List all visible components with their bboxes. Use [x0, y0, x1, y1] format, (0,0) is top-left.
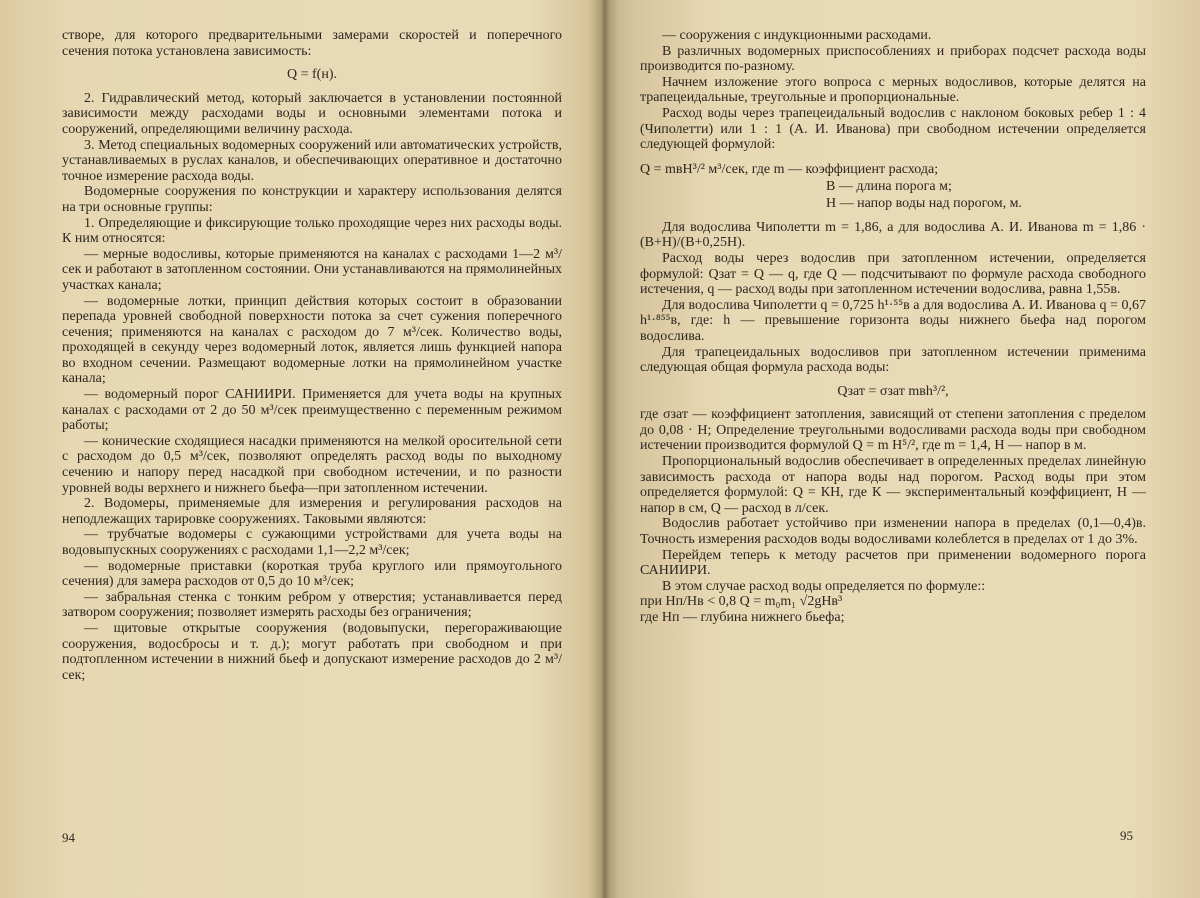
left-paragraph-7: — водомерные лотки, принцип действия которых состоит в образовании перепада уровней свободной поверхности потока за счет сужения поперечного сечения; применяются на каналах с расходом до 7 м³/сек. Количество воды, проходящей в секунду через водомерный лоток, является лишь функцией напора во входном сечении. Размещают водомерные лотки на прямолинейном участке канала; [62, 293, 562, 387]
left-paragraph-14: — щитовые открытые сооружения (водовыпуски, перегораживающие сооружения, водосбросы и т. д.); могут работать при свободном и при подтопленном истечении в нижний бьеф и допускают измерение расходов до 2 м³/сек; [62, 620, 562, 683]
left-paragraph-6: — мерные водосливы, которые применяются на каналах с расходами 1—2 м³/сек и работают в затопленном состоянии. Они устанавливаются на прямолинейных участках канала; [62, 246, 562, 293]
left-paragraph-11: — трубчатые водомеры с сужающими устройствами для учета воды на водовыпускных сооружениях с расходами 1,1—2,2 м³/сек; [62, 527, 562, 558]
right-paragraph-12: Перейдем теперь к методу расчетов при применении водомерного порога САНИИРИ. [640, 547, 1146, 579]
right-paragraph-2: В различных водомерных приспособлениях и приборах подсчет расхода воды производится по-разному. [640, 43, 1146, 75]
right-paragraph-8: Для трапецеидальных водосливов при затопленном истечении применима следующая общая формула расхода воды: [640, 344, 1146, 376]
right-paragraph-13: В этом случае расход воды определяется по формуле:: [662, 578, 986, 594]
right-paragraph-3: Начнем изложение этого вопроса с мерных водосливов, которые делятся на трапецеидальные, треугольные и пропорциональные. [640, 74, 1146, 106]
right-paragraph-7: Для водослива Чиполетти q = 0,725 h¹·⁵⁵в а для водослива А. И. Иванова q = 0,67 h¹·⁸⁵⁵в, где: h — превышение горизонта воды нижнего бьефа над порогом водослива. [640, 297, 1146, 344]
left-page-number: 94 [62, 830, 75, 845]
right-page-number: 95 [1120, 828, 1133, 843]
left-paragraph-13: — забральная стенка с тонким ребром у отверстия; устанавливается перед затвором сооружения; позволяет измерять расходы без ограничения; [62, 589, 562, 621]
left-paragraph-1: створе, для которого предварительными замерами скоростей и поперечного сечения потока установлена зависимость: [62, 28, 562, 59]
formula-line-1: Q = mвH³/² м³/сек, где m — коэффициент расхода; [640, 161, 939, 177]
left-paragraph-4: Водомерные сооружения по конструкции и характеру использования делятся на три основные группы: [62, 184, 562, 215]
formula-trapezoid-free [640, 161, 1146, 212]
right-paragraph-5: Для водослива Чиполетти m = 1,86, а для водослива А. И. Иванова m = 1,86 · (В+Н)/(В+0,25Н). [640, 219, 1146, 251]
book-gutter [588, 0, 618, 898]
left-paragraph-5: 1. Определяющие и фиксирующие только проходящие через них расходы воды. К ним относятся: [62, 215, 562, 247]
left-paragraph-9: — конические сходящиеся насадки применяются на мелкой оросительной сети с расходом до 0,5 м³/сек, позволяют определять расход воды по выходному сечению и напору перед насадкой при свободном истечении, и по разности уровней воды верхнего и нижнего бьефа—при затопленном истечении. [62, 433, 562, 496]
left-paragraph-3: 3. Метод специальных водомерных сооружений или автоматических устройств, устанавливаемых в руслах каналов, и обеспечивающих оперативное и достаточно точное измерение расхода воды. [62, 137, 562, 184]
right-page [640, 28, 1146, 626]
right-paragraph-11: Водослив работает устойчиво при изменении напора в пределах (0,1—0,4)в. Точность измерения расходов воды водосливами колеблется в пределах от 1 до 3%. [640, 516, 1146, 548]
left-page [62, 28, 562, 683]
right-paragraph-9: где σзат — коэффициент затопления, зависящий от степени затопления с пределом до 0,08 · Н; Определение треугольными водосливами расхода воды при свободном истечении производится формулой Q = m Н⁵/², где m = 1,4, Н — напор в м. [640, 407, 1146, 454]
left-formula-q-f: Q = f(н). [287, 67, 337, 83]
formula-line-2: В — длина порога м; [826, 178, 952, 194]
right-paragraph-6: Расход воды через водослив при затопленном истечении, определяется формулой: Qзат = Q — q, где Q — подсчитывают по формуле расхода свободного истечения, q — расход воды при затопленном истечении водослива, равна 1,55в. [640, 250, 1146, 298]
right-paragraph-1: — сооружения с индукционными расходами. [662, 28, 932, 43]
formula-submerged: Qзат = σзат mвh³/², [837, 383, 949, 399]
formula-saniiri: при Нп/Нв < 0,8 Q = m₀m₁ √2gНв³ [640, 594, 843, 610]
right-paragraph-14: где Нп — глубина нижнего бьефа; [640, 610, 845, 625]
formula-line-3: Н — напор воды над порогом, м. [826, 195, 1022, 211]
right-paragraph-4: Расход воды через трапецеидальный водослив с наклоном боковых ребер 1 : 4 (Чиполетти) или 1 : 1 (А. И. Иванова) при свободном истечении определяется следующей формулой: [640, 105, 1146, 153]
left-paragraph-12: — водомерные приставки (короткая труба круглого или прямоугольного сечения) для замера расходов от 0,5 до 10 м³/сек; [62, 558, 562, 590]
left-paragraph-10: 2. Водомеры, применяемые для измерения и регулирования расходов на неподлежащих тарировке сооружениях. Таковыми являются: [62, 496, 562, 527]
right-paragraph-10: Пропорциональный водослив обеспечивает в определенных пределах линейную зависимость расхода от напора воды над порогом. Расход воды при этом определяется формулой: Q = КН, где К — экспериментальный коэффициент, Н — напор в см, Q — расход в л/сек. [640, 454, 1146, 516]
left-paragraph-2: 2. Гидравлический метод, который заключается в установлении постоянной зависимости между расходами воды и основными элементами потока и сооружений, определяющими величину расхода. [62, 90, 562, 137]
left-paragraph-8: — водомерный порог САНИИРИ. Применяется для учета воды на крупных каналах с расходами от 2 до 50 м³/сек преимущественно с переменным режимом работы; [62, 387, 562, 434]
